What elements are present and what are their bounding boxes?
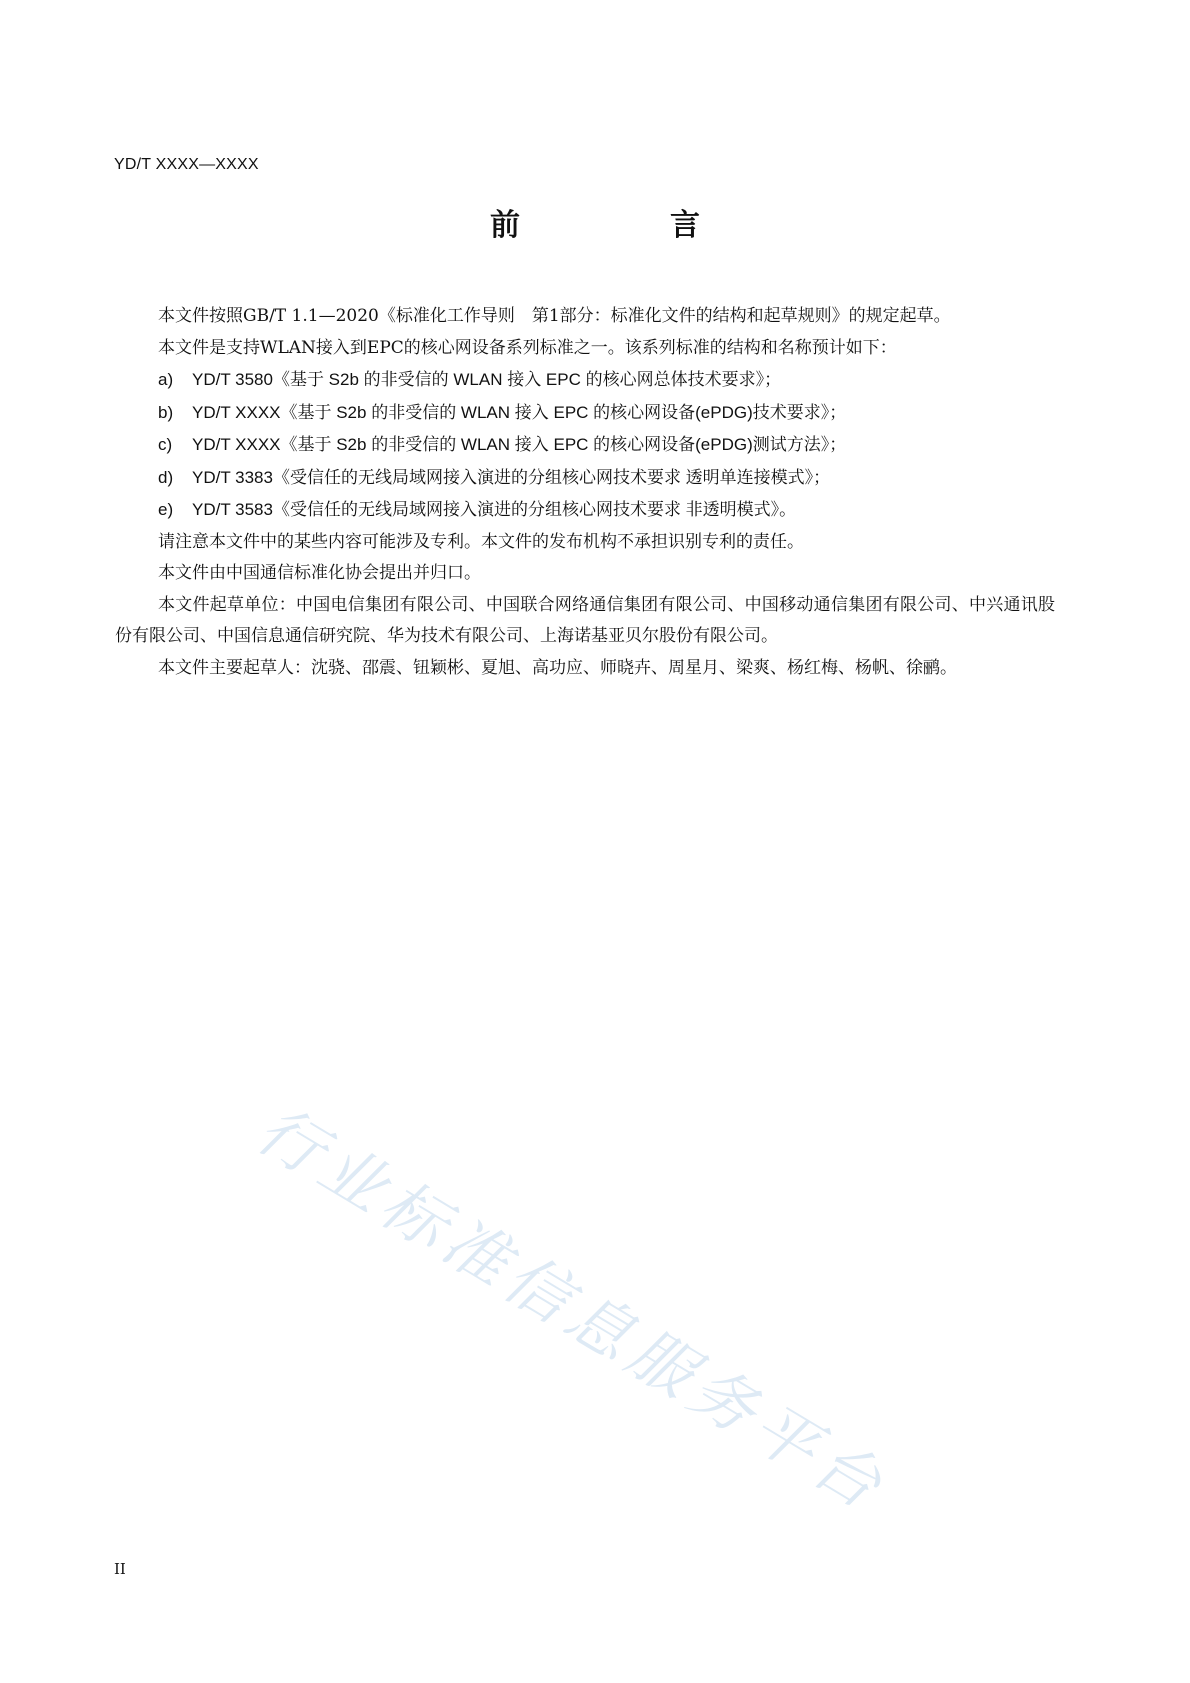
paragraph-proposer: 本文件由中国通信标准化协会提出并归口。 [158, 563, 481, 583]
document-code: YD/T XXXX—XXXX [114, 156, 259, 173]
list-item-text: YD/T XXXX《基于 S2b 的非受信的 WLAN 接入 EPC 的核心网设备(ePDG)测试方法》； [192, 435, 847, 454]
list-item-text: YD/T 3583《受信任的无线局域网接入演进的分组核心网技术要求 非透明模式》。 [192, 500, 797, 519]
page-number: II [114, 1560, 126, 1578]
page-title: 前 言 [490, 208, 760, 243]
list-item-text: YD/T 3580《基于 S2b 的非受信的 WLAN 接入 EPC 的核心网总体技术要求》； [192, 370, 782, 389]
list-item-text: YD/T XXXX《基于 S2b 的非受信的 WLAN 接入 EPC 的核心网设备(ePDG)技术要求》； [192, 402, 847, 422]
paragraph-drafters: 本文件主要起草人：沈骁、邵震、钮颖彬、夏旭、高功应、师晓卉、周星月、梁爽、杨红梅、杨帆、徐鹂。 [158, 657, 957, 678]
list-marker: c) [158, 435, 173, 454]
paragraph-drafting-rules: 本文件按照GB/T 1.1—2020《标准化工作导则 第1部分：标准化文件的结构和起草规则》的规定起草。 [158, 306, 951, 326]
foreword-body [115, 301, 1055, 684]
list-item [115, 462, 1055, 495]
standards-list [115, 364, 1055, 527]
paragraph-drafting-units: 本文件起草单位：中国电信集团有限公司、中国联合网络通信集团有限公司、中国移动通信集团有限公司、中兴通讯股份有限公司、中国信息通信研究院、华为技术有限公司、上海诺基亚贝尔股份有限公司。 [115, 594, 1055, 646]
paragraph-series-intro: 本文件是支持WLAN接入到EPC的核心网设备系列标准之一。该系列标准的结构和名称预计如下： [158, 337, 897, 358]
list-marker: d) [158, 467, 174, 487]
list-item [115, 364, 1055, 397]
list-item [115, 429, 1055, 462]
list-item [115, 494, 1055, 527]
watermark: 行业标准信息服务平台 [244, 1092, 900, 1528]
list-marker: b) [158, 402, 174, 422]
paragraph-patent-notice: 请注意本文件中的某些内容可能涉及专利。本文件的发布机构不承担识别专利的责任。 [158, 531, 804, 552]
list-marker: e) [158, 500, 174, 519]
list-item-text: YD/T 3383《受信任的无线局域网接入演进的分组核心网技术要求 透明单连接模式》； [192, 467, 831, 487]
list-marker: a) [158, 370, 174, 389]
list-item [115, 397, 1055, 430]
